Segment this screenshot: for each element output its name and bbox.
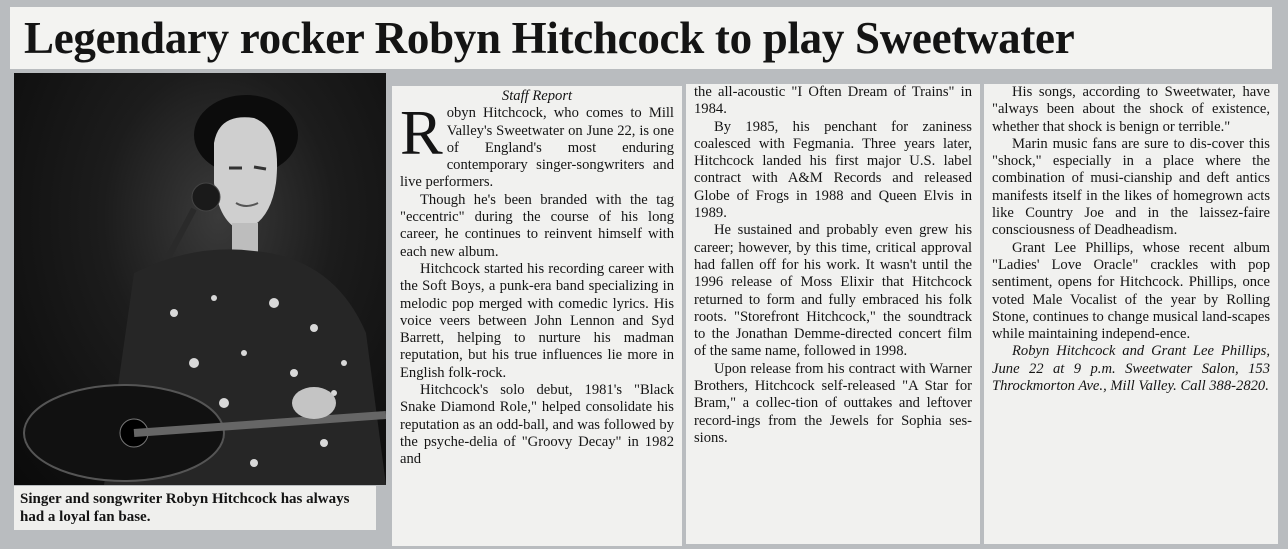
paragraph: Upon release from his contract with Warner Brothers, Hitchcock self-released "A Star for Bram," a collec-tion of outtakes and leftover record-ings from the Jewels for Sophia ses-sions.	[694, 360, 972, 446]
event-info: Robyn Hitchcock and Grant Lee Phillips, June 22 at 9 p.m. Sweetwater Salon, 153 Throckmorton Ave., Mill Valley. Call 388-2820.	[992, 343, 1270, 395]
article-column-2	[686, 84, 980, 544]
paragraph: Hitchcock's solo debut, 1981's "Black Snake Diamond Role," helped consolidate his reputation as an odd-ball, and was followed by the psyche-delia of "Groovy Decay" in 1982 and	[400, 382, 674, 468]
paragraph: He sustained and probably even grew his career; however, by this time, critical approval had fallen off for his work. It wasn't until the 1996 release of Moss Elixir that Hitchcock returned to form and fully embraced his folk roots. "Storefront Hitchcock," the soundtrack to the Jonathan Demme-directed concert film of the same name, followed in 1998.	[694, 222, 972, 360]
article-photo	[14, 73, 386, 485]
headline-bar	[10, 7, 1272, 69]
paragraph: Hitchcock started his recording career with the Soft Boys, a punk-era band specializing in melodic pop merged with comedic lyrics. His voice veers between John Lennon and Syd Barrett, helping to nurture his madman reputation, but his true influences lie more in English folk-rock.	[400, 260, 674, 381]
photo-caption: Singer and songwriter Robyn Hitchcock has always had a loyal fan base.	[14, 486, 376, 530]
paragraph: Grant Lee Phillips, whose recent album "Ladies' Love Oracle" crackles with pop sentiment, opens for Hitchcock. Phillips, once voted Male Vocalist of the year by Rolling Stone, continues to change musical land-scapes while maintaining independ-ence.	[992, 239, 1270, 343]
lead-paragraph-text: obyn Hitchcock, who comes to Mill Valley's Sweetwater on June 22, is one of England's most enduring contemporary singer-songwriters and live performers.	[400, 105, 674, 191]
paragraph: By 1985, his penchant for zaniness coalesced with Fegmania. Three years later, Hitchcock landed his first major U.S. label contract with A&M Records and released Globe of Frogs in 1988 and Queen Elvis in 1989.	[694, 118, 972, 222]
headline: Legendary rocker Robyn Hitchcock to play Sweetwater	[24, 13, 1075, 63]
article-column-1	[392, 86, 682, 546]
paragraph: His songs, according to Sweetwater, have "always been about the shock of existence, whether that shock is benign or terrible."	[992, 84, 1270, 135]
lead-paragraph	[400, 97, 674, 191]
article-column-3	[984, 84, 1278, 544]
performer-photo-illustration	[14, 73, 386, 485]
paragraph: Marin music fans are sure to dis-cover this "shock," especially in a place where the combination of musi-cianship and deft antics manifests itself in the likes of homegrown acts like Country Joe and in the laissez-faire consciousness of Deadheadism.	[992, 135, 1270, 239]
paragraph: Though he's been branded with the tag "eccentric" during the course of his long career, he continues to reinvent himself with each new album.	[400, 191, 674, 260]
paragraph: the all-acoustic "I Often Dream of Trains" in 1984.	[694, 84, 972, 118]
byline: Staff Report	[501, 88, 573, 104]
drop-cap: R	[400, 97, 443, 169]
